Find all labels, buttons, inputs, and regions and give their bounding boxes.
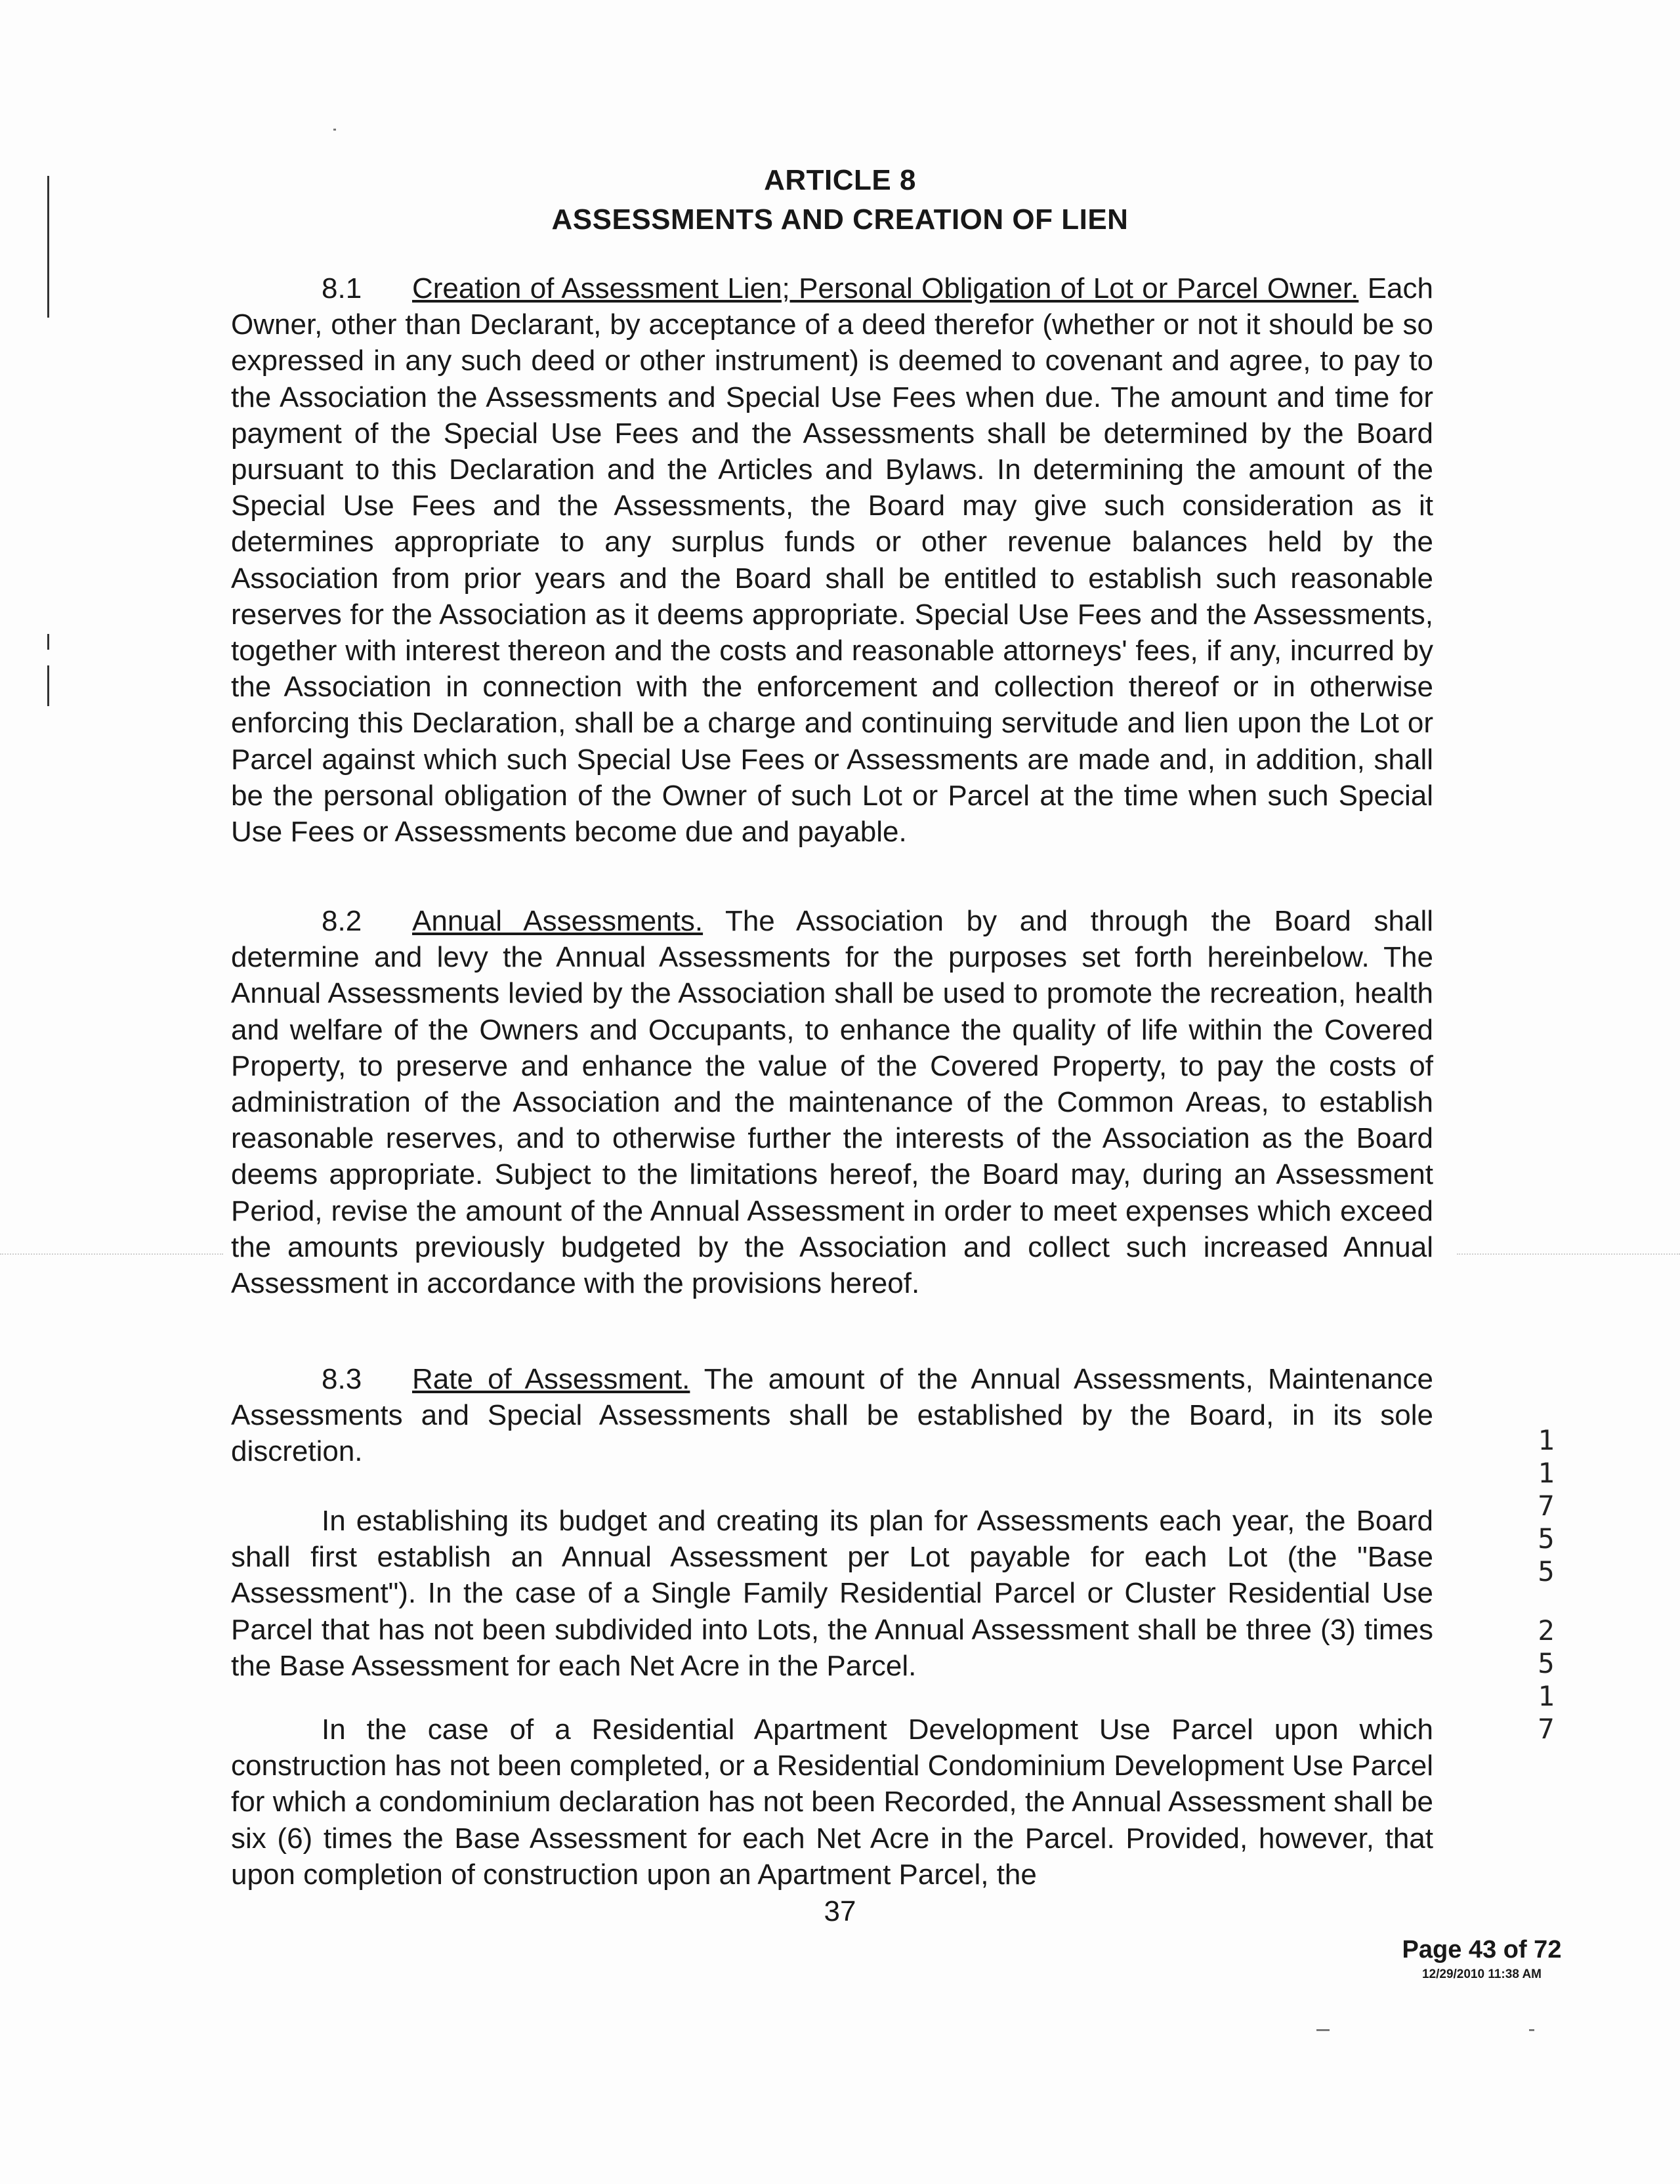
recording-page-stamp: Page 43 of 72 xyxy=(1402,1936,1562,1964)
scan-fold-line xyxy=(0,1253,223,1255)
paragraph-text: In establishing its budget and creating its plan for Assessments each year, the Board shall first establish an Annual Assessment per Lot payable for each Lot (the "Base Assessment"). In the case of a Single Family Residential Parcel or Cluster Residential Use Parcel that has not been subdivided into Lots, the Annual Assessment shall be three (3) times the Base Assessment for each Net Acre in the Parcel. xyxy=(231,1505,1433,1682)
paragraph-base-assessment xyxy=(231,1503,1433,1684)
scan-speck xyxy=(1529,2029,1534,2031)
paragraph-apartment-assessment xyxy=(231,1712,1433,1893)
recording-digit: 1 xyxy=(1538,1457,1555,1489)
recording-number-vertical xyxy=(1533,1424,1559,1746)
recording-digit: 5 xyxy=(1538,1647,1555,1679)
section-body: The amount of the Annual Assessments, Maintenance Assessments and Special Assessments shall be established by the Board, in its sole discretion. xyxy=(231,1363,1434,1468)
section-number: 8.3 xyxy=(322,1363,362,1395)
scan-speck xyxy=(1316,2029,1330,2031)
section-8-3 xyxy=(231,1361,1433,1470)
recording-digit: 2 xyxy=(1538,1614,1555,1647)
page-number: 37 xyxy=(824,1895,856,1927)
section-number: 8.1 xyxy=(322,272,362,304)
section-body: The Association by and through the Board shall determine and levy the Annual Assessments for the purposes set forth hereinbelow. The Annual Assessments levied by the Association shall be used to promote the recreation, health and welfare of the Owners and Occupants, to enhance the quality of life within the Covered Property, to preserve and enhance the value of the Covered Property, to pay the costs of administration of the Association and the maintenance of the Common Areas, to establish reasonable reserves, and to otherwise further the interests of the Association as the Board deems appropriate. Subject to the limitations hereof, the Board may, during an Assessment Period, revise the amount of the Annual Assessment in order to meet expenses which exceed the amounts previously budgeted by the Association and collect such increased Annual Assessment in accordance with the provisions hereof. xyxy=(231,905,1434,1300)
section-8-1 xyxy=(231,270,1433,850)
recording-datetime-stamp: 12/29/2010 11:38 AM xyxy=(1421,1967,1542,1981)
scan-speck xyxy=(333,129,336,131)
recording-digit: 7 xyxy=(1538,1713,1555,1745)
scan-margin-line xyxy=(47,665,49,706)
recording-digit: 5 xyxy=(1538,1522,1555,1555)
section-number: 8.2 xyxy=(322,905,362,937)
scan-fold-line xyxy=(1457,1253,1680,1255)
section-title: Creation of Assessment Lien; Personal Obligation of Lot or Parcel Owner. xyxy=(412,272,1359,304)
article-number: ARTICLE 8 xyxy=(764,164,916,196)
paragraph-text: In the case of a Residential Apartment Development Use Parcel upon which construction has not been completed, or a Residential Condominium Development Use Parcel for which a condominium declaration has not been Recorded, the Annual Assessment shall be six (6) times the Base Assessment for each Net Acre in the Parcel. Provided, however, that upon completion of construction upon an Apartment Parcel, the xyxy=(231,1713,1433,1891)
section-8-2 xyxy=(231,903,1433,1301)
section-body: Each Owner, other than Declarant, by acceptance of a deed therefor (whether or not it should be so expressed in any such deed or other instrument) is deemed to covenant and agree, to pay to the Association the Assessments and Special Use Fees when due. The amount and time for payment of the Special Use Fees and the Assessments shall be determined by the Board pursuant to this Declaration and the Articles and Bylaws. In determining the amount of the Special Use Fees and the Assessments, the Board may give such consideration as it determines appropriate to any surplus funds or other revenue balances held by the Association from prior years and the Board shall be entitled to establish such reasonable reserves for the Association as it deems appropriate. Special Use Fees and the Assessments, together with interest thereon and the costs and reasonable attorneys' fees, if any, incurred by the Association in connection with the enforcement and collection thereof or in otherwise enforcing this Declaration, shall be a charge and continuing servitude and lien upon the Lot or Parcel against which such Special Use Fees or Assessments are made and, in addition, shall be the personal obligation of the Owner of such Lot or Parcel at the time when such Special Use Fees or Assessments become due and payable. xyxy=(231,272,1433,849)
recording-digit: 5 xyxy=(1538,1555,1555,1587)
article-title: ASSESSMENTS AND CREATION OF LIEN xyxy=(551,203,1129,236)
recording-digit: 1 xyxy=(1538,1680,1555,1712)
section-title: Annual Assessments. xyxy=(412,905,704,937)
recording-digit: 1 xyxy=(1538,1424,1555,1456)
section-title: Rate of Assessment. xyxy=(412,1363,690,1395)
scan-margin-line xyxy=(47,634,49,650)
recording-digit: 7 xyxy=(1538,1490,1555,1522)
